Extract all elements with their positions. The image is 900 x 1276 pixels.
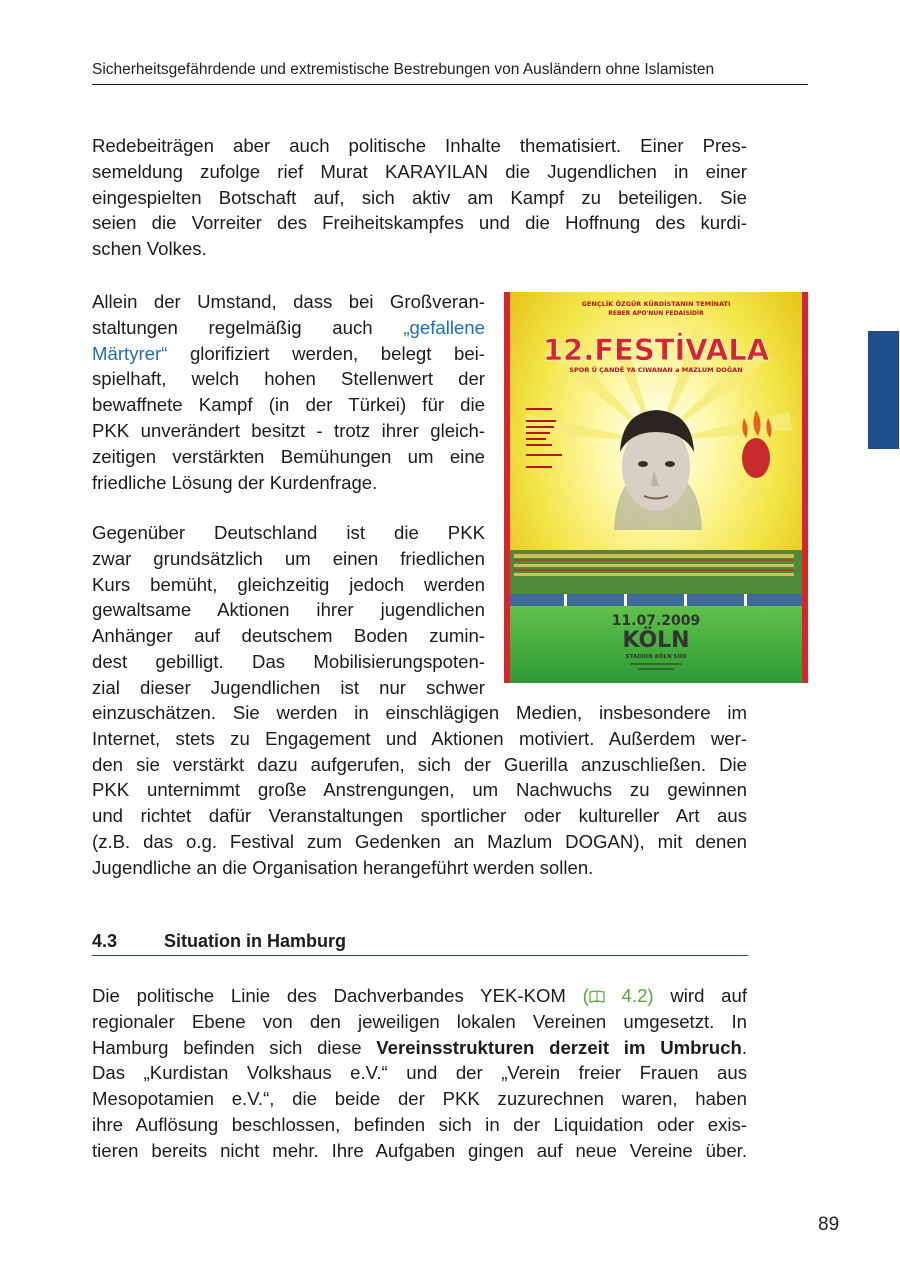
poster-date: 11.07.2009 [611,613,701,629]
text-line: Mesopotamien e.V.“, die beide der PKK zuzurechnen waren, haben [92,1088,747,1110]
text-segment: Hamburg befinden sich diese [92,1036,377,1058]
text-line: Redebeiträgen aber auch politische Inhalte thematisiert. Einer Pres- [92,135,747,156]
text-line [92,341,485,367]
text-line: seien die Vorreiter des Freiheitskampfes und die Hoffnung des kurdi- [92,212,747,234]
poster-subtitle: SPOR Û ÇANDÊ YA CIWANAN a MAZLUM DOĞAN [569,366,743,374]
poster-city: KÖLN [622,628,690,653]
book-icon [589,990,605,1003]
paragraph-3-narrow [92,520,485,701]
text-line: schen Volkes. [92,238,207,260]
page-number: 89 [818,1214,840,1235]
glossary-link-gefallene-maertyrer[interactable]: „gefallene [403,316,485,338]
text-line: bewaffnete Kampf (in der Türkei) für die [92,394,485,416]
text-line: Kurs bemüht, gleichzeitig jedoch werden [92,573,485,595]
poster-top-line1: GENÇLİK ÖZGÜR KÜRDİSTANIN TEMİNATI [581,300,731,308]
running-title: Sicherheitsgefährdende und extremistische Bestrebungen von Ausländern ohne Islamisten [92,61,715,78]
paragraph-4 [92,983,747,1164]
text-line: spielhaft, welch hohen Stellenwert der [92,368,485,390]
section-title: Situation in Hamburg [164,931,346,951]
text-line: den sie verstärkt dazu aufgerufen, sich der Guerilla anzuschließen. Die [92,753,747,775]
text-line: tieren bereits nicht mehr. Ihre Aufgaben gingen auf neue Vereine über. [92,1139,747,1161]
chapter-tab-marker [868,331,899,449]
poster-title: 12.FESTİVALA [542,333,770,367]
text-line: (z.B. das o.g. Festival zum Gedenken an Mazlum DOGAN), mit denen [92,830,747,852]
text-line: und richtet dafür Veranstaltungen sportlicher oder kultureller Art aus [92,805,747,827]
text-line: ihre Auflösung beschlossen, befinden sich in der Liquidation oder exis- [92,1113,747,1135]
paragraph-1 [92,133,747,262]
text-line: einzuschätzen. Sie werden in einschlägigen Medien, insbesondere im [92,702,747,723]
text-line: zial dieser Jugendlichen ist nur schwer [92,676,485,698]
text-line: dest gebilligt. Das Mobilisierungspoten- [92,650,485,672]
running-header [92,61,808,85]
ref-target: 4.2) [604,985,654,1006]
text-line: friedliche Lösung der Kurdenfrage. [92,471,378,493]
festival-poster-image [504,292,808,683]
paragraph-3-wide [92,700,747,881]
text-line: PKK unternimmt große Anstrengungen, um Nachwuchs zu gewinnen [92,779,747,801]
poster-venue: STADION KÖLN SÜD [625,654,687,660]
text-line: Jugendliche an die Organisation herangeführt werden sollen. [92,856,594,878]
text-line: Internet, stets zu Engagement und Aktionen motiviert. Außerdem wer- [92,727,747,749]
bold-emphasis: Vereinsstrukturen derzeit im Umbruch [376,1036,742,1058]
text-line: regionaler Ebene von den jeweiligen lokalen Vereinen umgesetzt. In [92,1010,747,1032]
poster-top-line2: REBER APO'NUN FEDAİSİDİR [608,310,704,317]
paragraph-2 [92,289,485,495]
cross-reference-link[interactable] [583,985,654,1006]
text-line: PKK unverändert besitzt - trotz ihrer gleich- [92,419,485,441]
text-line: Das „Kurdistan Volkshaus e.V.“ und der „Verein freier Frauen aus [92,1062,747,1084]
text-line [92,315,485,341]
poster-graphic [504,292,808,683]
text-line: Allein der Umstand, dass bei Großveran- [92,291,485,312]
text-line: zwar grundsätzlich um einen friedlichen [92,547,485,569]
ref-open-paren: ( [582,985,589,1006]
text-line [92,1035,747,1061]
text-line: zeitigen verstärkten Bemühungen um eine [92,445,485,467]
text-line: gewaltsame Aktionen ihrer jugendlichen [92,599,485,621]
text-line: Anhänger auf deutschem Boden zumin- [92,625,485,647]
text-line: Gegenüber Deutschland ist die PKK [92,522,485,543]
text-segment: glorifiziert werden, belegt bei- [167,342,485,364]
text-segment: . [741,1036,747,1058]
text-line: semeldung zufolge rief Murat KARAYILAN die Jugendlichen in einer [92,160,747,182]
text-segment: wird auf [653,985,747,1006]
section-number: 4.3 [92,931,118,951]
glossary-link-maertyrer-cont[interactable]: Märtyrer“ [92,342,168,364]
text-segment: staltungen regelmäßig auch [92,316,404,338]
text-segment: Die politische Linie des Dachverbandes YEK-KOM [92,985,583,1006]
text-line [92,983,747,1009]
text-line: eingespielten Botschaft auf, sich aktiv am Kampf zu beteiligen. Sie [92,186,747,208]
section-heading [92,931,748,956]
